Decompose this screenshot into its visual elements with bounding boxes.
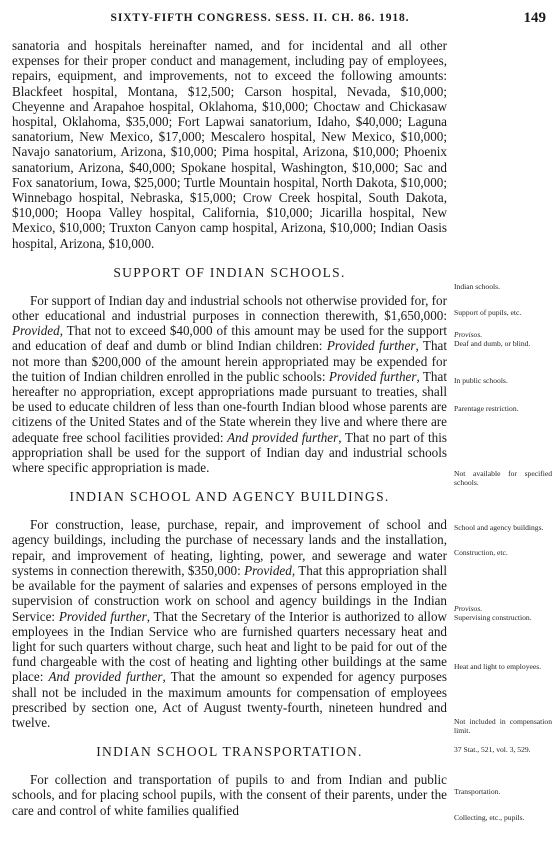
page-number: 149 [523,10,546,26]
proviso-label: Provisos. [454,604,483,613]
margin-note-transportation: Transportation. [454,787,501,796]
running-title: SIXTY-FIFTH CONGRESS. SESS. II. CH. 86. 1918. [110,12,410,24]
margin-note-heat-light: Heat and light to employees. [454,662,542,671]
text-run: For construction, lease, purchase, repair, and improvement of school and agency buildings, including the purchase of necessary lands and the installation, repair, and improvement of heating, lighting, power, and sewerage and water systems in connection therewith, $350,000: [12,517,447,578]
text-run: , That this appropriation shall be available for the payment of salaries and expenses of persons employed in the supervision of construction work on school and agency buildings in the Indian Service: [12,562,447,624]
text-run: , That not more than $200,000 of the amount herein appropriated may be expended for the tuition of Indian children enrolled in the public schools: [12,338,447,384]
text-run: , That hereafter no appropriation, except appropriations made pursuant to treaties, shall be used to educate children of less than one-fourth Indian blood whose parents are citizens of the United States and of the State wherein they live and where there are adequate free school facilities provided: [12,368,447,445]
margin-note-text: Deaf and dumb, or blind. [454,338,531,348]
paragraph-hospitals: sanatoria and hospitals hereinafter named, and for incidental and all other expenses for their proper conduct and management, including pay of employees, repairs, equipment, and improvements, not to exceed the following amounts: Blackfeet hospital, Montana, $12,500; Carson hospital, Nevada, $10,000; Cheyenne and Arapahoe hospital, Oklahoma, $10,000; Choctaw and Chickasaw hospital, Oklahoma, $35,000; Fort Lapwai sanatorium, Idaho, $40,000; Laguna sanatorium, New Mexico, $17,000; Mescalero hospital, New Mexico, $10,000; Navajo sanatorium, Arizona, $10,000; Pima hospital, Arizona, $10,000; Phoenix sanatorium, Arizona, $40,000; Spokane hospital, Washington, $10,000; Sac and Fox sanatorium, Iowa, $25,000; Turtle Mountain hospital, North Dakota, $10,000; Winnebago hospital, Nebraska, $15,000; Crow Creek hospital, South Dakota, $10,000; Hoopa Valley hospital, California, $10,000; Jicarilla hospital, New Mexico, $10,000; Truxton Canyon camp hospital, Arizona, $10,000; Indian Oasis hospital, Arizona, $10,000. [12,38,447,251]
proviso-italic: Provided [244,562,292,578]
proviso-label: Provisos. [454,330,483,339]
margin-note-compensation: Not included in compensation limit. [454,717,552,735]
proviso-italic: And provided further [227,429,339,445]
running-header [0,10,558,30]
paragraph-buildings [12,517,447,730]
text-run: , That no part of this appropriation shall be used for the support of Indian day and industrial schools where specific appropriation is made. [12,429,447,476]
margin-note-not-available: Not available for specified schools. [454,469,552,487]
proviso-italic: Provided further [328,368,417,384]
margin-note-indian-schools: Indian schools. [454,282,500,291]
heading-school-agency-buildings: INDIAN SCHOOL AND AGENCY BUILDINGS. [69,489,390,505]
proviso-italic: Provided further [326,338,416,354]
margin-note-support-pupils: Support of pupils, etc. [454,308,522,317]
proviso-italic: And provided further [48,669,163,685]
margin-note-collecting-pupils: Collecting, etc., pupils. [454,813,525,822]
text-run: , That the amount so expended for agency purposes shall not be included in the maximum amounts for compensation of employees prescribed by section one, Act of August twenty-fourth, nineteen hundred and twelve. [12,669,447,730]
proviso-italic: Provided further [58,608,147,624]
margin-note-parentage: Parentage restriction. [454,404,519,413]
margin-note-school-agency: School and agency buildings. [454,523,544,532]
text-run: , That the Secretary of the Interior is authorized to allow employees in the Indian Service who are furnished quarters necessary heat and light for such quarters without charge, such heat and light to be paid for out of the fund chargeable with the cost of heating and lighting other buildings at the same place: [12,608,448,685]
margin-note-deaf-dumb [454,331,552,348]
paragraph-transportation: For collection and transportation of pupils to and from Indian and public schools, and for placing school pupils, with the consent of their parents, under the care and control of white families qualified [12,772,447,818]
margin-note-construction: Construction, etc. [454,548,508,557]
main-text-column [12,38,447,818]
text-run: , That not to exceed $40,000 of this amount may be used for the support and education of deaf and dumb or blind Indian children: [12,323,447,354]
heading-support-of-indian-schools: SUPPORT OF INDIAN SCHOOLS. [113,264,346,280]
margin-note-supervising [454,605,552,622]
margin-note-public-schools: In public schools. [454,376,508,385]
proviso-italic: Provided [12,323,60,339]
heading-school-transportation: INDIAN SCHOOL TRANSPORTATION. [96,744,363,760]
margin-note-statute-citation: 37 Stat., 521, vol. 3, 529. [454,745,531,754]
paragraph-support-schools [12,293,447,475]
text-run: For support of Indian day and industrial schools not otherwise provided for, for other educational and industrial purposes in connection therewith, $1,650,000: [12,292,447,324]
margin-note-text: Supervising construction. [454,612,532,622]
